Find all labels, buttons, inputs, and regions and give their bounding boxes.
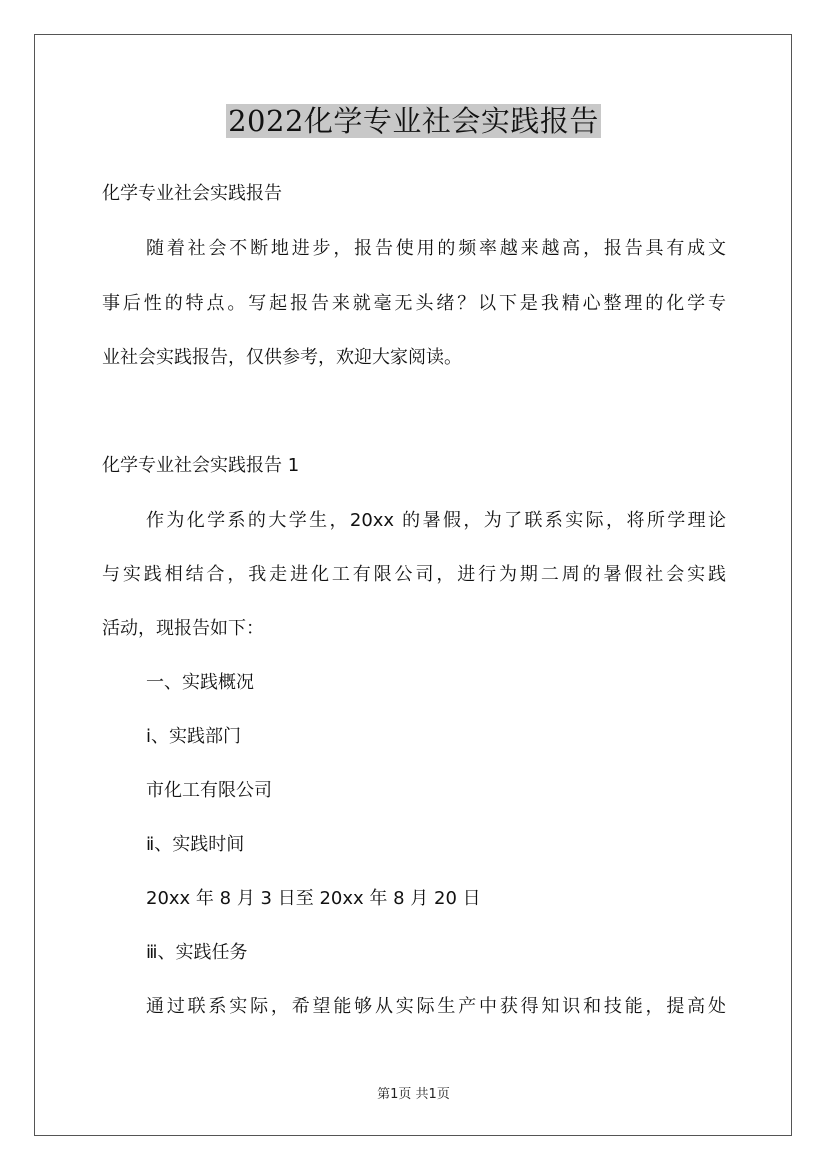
outline-ii-label: ⅱ、实践时间 (146, 834, 245, 855)
subtitle: 化学专业社会实践报告 (102, 183, 282, 204)
outline-heading: 一、实践概况 (146, 672, 254, 693)
intro-line-3: 业社会实践报告，仅供参考，欢迎大家阅读。 (102, 347, 462, 368)
outline-i-label: ⅰ、实践部门 (146, 726, 242, 747)
intro-line-1: 随着社会不断地进步，报告使用的频率越来越高，报告具有成文 (146, 238, 726, 259)
section-heading: 化学专业社会实践报告 1 (102, 455, 300, 476)
outline-iii-value: 通过联系实际，希望能够从实际生产中获得知识和技能，提高处 (146, 996, 726, 1017)
intro-line-2: 事后性的特点。写起报告来就毫无头绪？以下是我精心整理的化学专 (102, 293, 726, 314)
section-line-2: 与实践相结合，我走进化工有限公司，进行为期二周的暑假社会实践 (102, 564, 726, 585)
document-title: 2022化学专业社会实践报告 (228, 104, 599, 138)
page-footer: 第1页 共1页 (377, 1087, 450, 1102)
section-line-3: 活动，现报告如下： (102, 618, 264, 639)
outline-iii-label: ⅲ、实践任务 (146, 942, 248, 963)
outline-ii-value: 20xx 年 8 月 3 日至 20xx 年 8 月 20 日 (146, 888, 481, 909)
document-title-wrap (0, 100, 827, 142)
outline-i-value: 市化工有限公司 (146, 780, 272, 801)
section-line-1: 作为化学系的大学生，20xx 的暑假，为了联系实际，将所学理论 (146, 510, 726, 531)
